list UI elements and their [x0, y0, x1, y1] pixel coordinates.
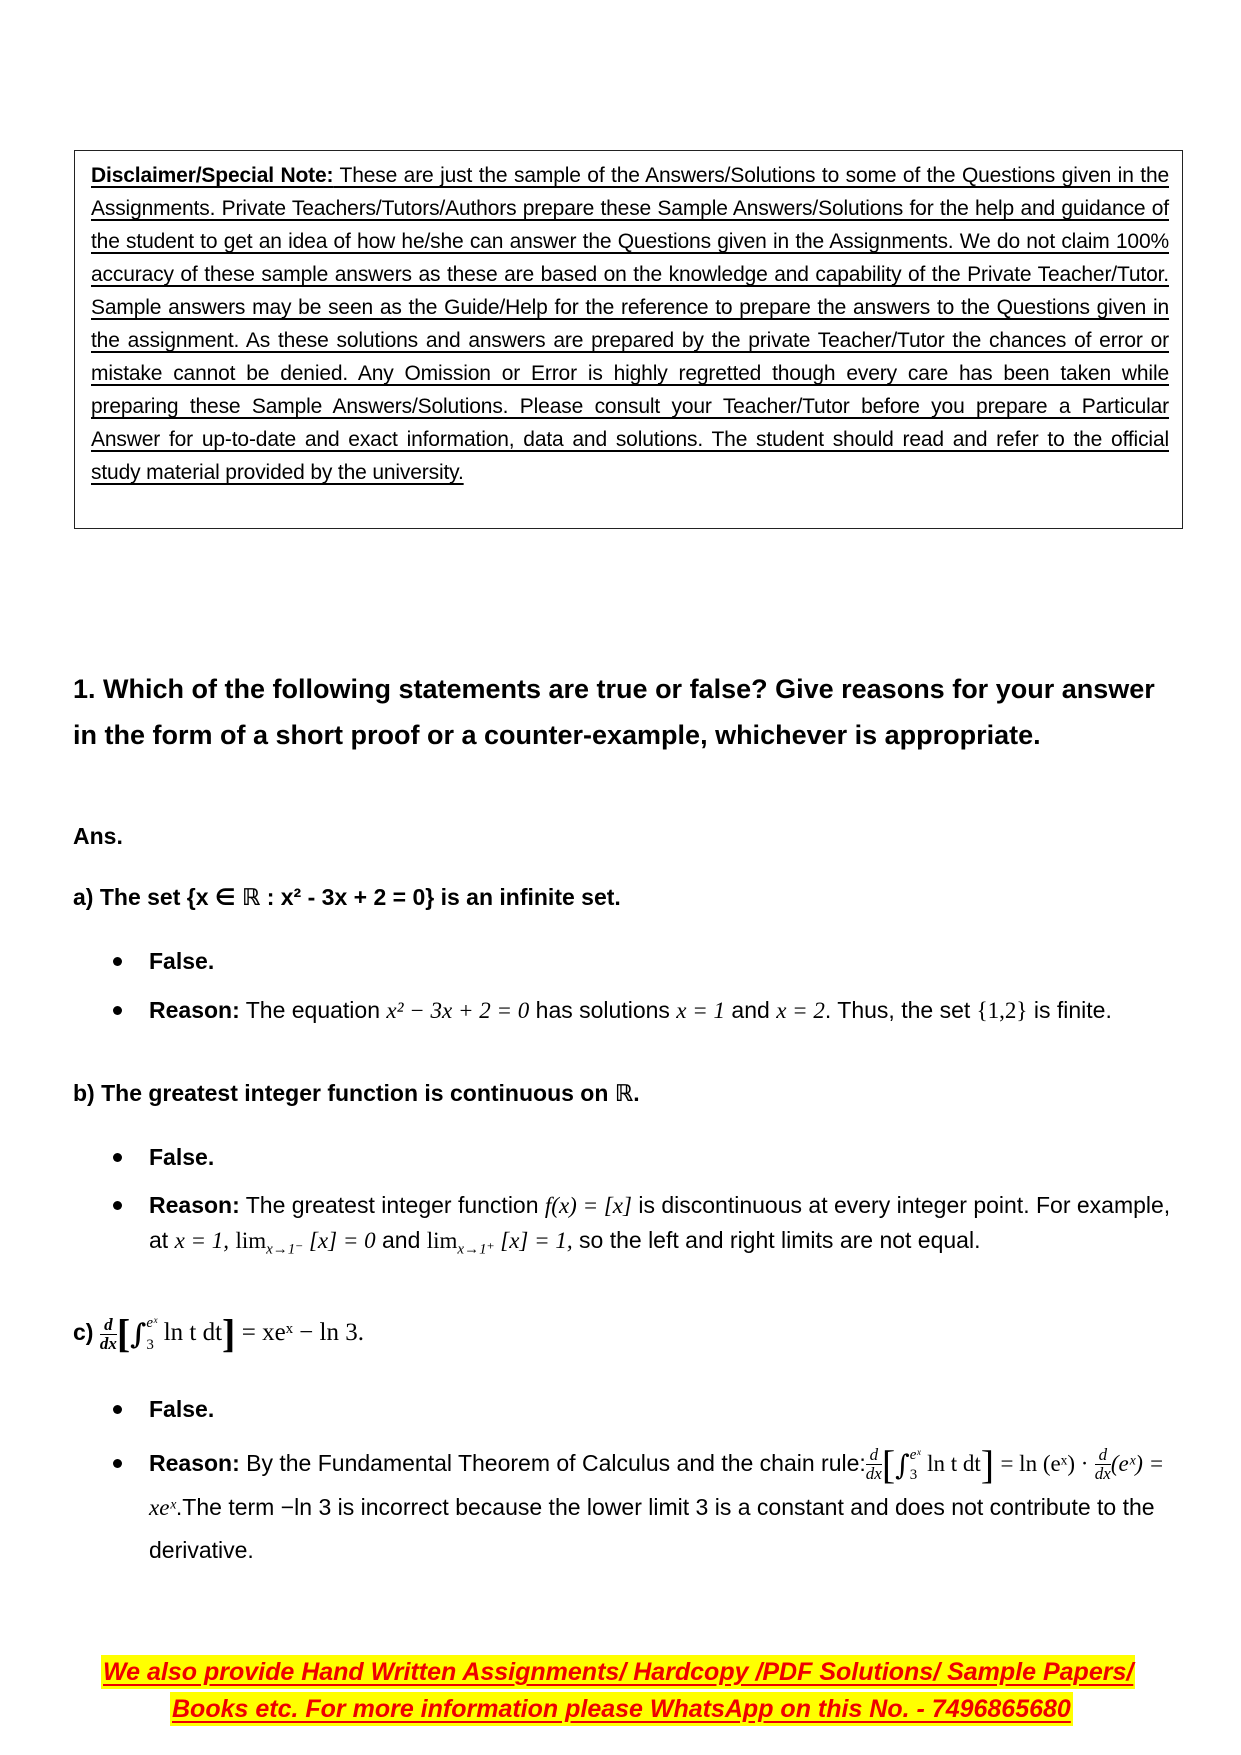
verdict-text: False. [149, 1396, 215, 1422]
part-b-verdict [113, 1140, 1183, 1175]
bullet-icon [113, 1405, 122, 1414]
part-c-verdict [113, 1392, 1183, 1427]
verdict-text: False. [149, 1144, 215, 1170]
derivative-operator [1095, 1446, 1111, 1483]
lim-right: $\lim_{x\to 1^+} [x] = 1$, [426, 1228, 573, 1258]
lim-subscript: x→1⁻ [266, 1241, 304, 1258]
integrand: ln t dt [163, 1319, 223, 1347]
integrand: ln t dt [927, 1451, 981, 1476]
math-expression: x² − 3x + 2 = 0 [386, 998, 530, 1023]
frac-numerator: d [1095, 1446, 1111, 1465]
disclaimer-box [74, 150, 1183, 529]
reason-text: The equation [239, 997, 387, 1023]
reason-text: is finite. [1027, 997, 1112, 1023]
upper-limit: eˣ [909, 1446, 921, 1463]
math-expression: x = 2 [776, 998, 825, 1023]
reason-text: By the Fundamental Theorem of Calculus and the chain rule: [239, 1450, 866, 1476]
lim-subscript: x→1⁺ [457, 1241, 495, 1258]
disclaimer-label: Disclaimer/Special Note: [91, 164, 334, 187]
footer-promo-line-1: We also provide Hand Written Assignments/ Hardcopy /PDF Solutions/ Sample Papers/ [101, 1655, 1135, 1689]
bullet-icon [113, 1201, 122, 1210]
bullet-icon [113, 957, 122, 966]
reason-text: . Thus, the set [824, 997, 977, 1023]
part-c-reason [113, 1442, 1183, 1572]
bracket-left: [ [116, 1311, 131, 1356]
bullet-icon [113, 1459, 122, 1468]
upper-limit: eˣ [146, 1315, 158, 1331]
math-expression: {1,2} [976, 998, 1028, 1023]
reason-text: and [375, 1227, 427, 1253]
bracket-left: [ [881, 1441, 896, 1487]
math-expression: (eˣ) = xeˣ [149, 1451, 1165, 1521]
part-a-reason [113, 993, 1183, 1028]
math-expression: x = 1, [174, 1228, 230, 1253]
integral-sign: ∫ [895, 1448, 910, 1482]
answer-label: Ans. [73, 823, 123, 849]
lim-left: $\lim_{x\to 1^-} [x] = 0$ [235, 1228, 376, 1258]
part-a-verdict [113, 944, 1183, 979]
disclaimer-text [91, 159, 1169, 489]
part-c-statement [73, 1312, 364, 1356]
frac-denominator: dx [1094, 1464, 1111, 1484]
verdict-text: False. [149, 948, 215, 974]
bullet-icon [113, 1153, 122, 1162]
part-b-statement: b) The greatest integer function is continuous on ℝ. [73, 1080, 640, 1106]
derivative-operator [866, 1446, 882, 1483]
reason-text: .The term −ln 3 is incorrect because the lower limit 3 is a constant and does not contribute to the derivative. [149, 1494, 1155, 1564]
lim-value: [x] = 0 [308, 1228, 376, 1253]
disclaimer-body: These are just the sample of the Answers/Solutions to some of the Questions given in the Assignments. Private Teachers/Tutors/Authors prepare these Sample Answers/Solutions for the help and guidance of the student to get an idea of how he/she can answer the Questions given in the Assignments. We do not claim 100% accuracy of these sample answers as these are based on the knowledge and capability of the Private Teacher/Tutor. Sample answers may be seen as the Guide/Help for the reference to prepare the answers to the Questions given in the assignment. As these solutions and answers are prepared by the private Teacher/Tutor the chances of error or mistake cannot be denied. Any Omission or Error is highly regretted though every care has been taken while preparing these Sample Answers/Solutions. Please consult your Teacher/Tutor before you prepare a Particular Answer for up-to-date and exact information, data and solutions. The student should read and refer to the official study material provided by the university. [91, 164, 1169, 484]
reason-text: is discontinuous at every integer point. For example, at [149, 1192, 1171, 1253]
reason-label: Reason: [149, 997, 240, 1023]
question-title: 1. Which of the following statements are true or false? Give reasons for your answer in the form of a short proof or a counter-example, whichever is appropriate. [73, 674, 1155, 750]
bracket-right: ] [222, 1311, 236, 1356]
frac-denominator: dx [865, 1464, 882, 1484]
part-a-statement: a) The set {x ∈ ℝ : x² - 3x + 2 = 0} is an infinite set. [73, 884, 621, 910]
integral-sign: ∫ [130, 1317, 147, 1351]
lower-limit: 3 [146, 1337, 154, 1353]
frac-numerator: d [866, 1446, 882, 1465]
reason-label: Reason: [149, 1192, 240, 1218]
reason-label: Reason: [149, 1450, 240, 1476]
reason-text: has solutions [529, 997, 677, 1023]
rhs-expression: = xeˣ − ln 3. [241, 1319, 364, 1347]
math-expression: = ln (eˣ) · [1000, 1451, 1089, 1476]
bracket-right: ] [980, 1441, 995, 1487]
lower-limit: 3 [909, 1466, 918, 1483]
derivative-operator [100, 1316, 117, 1353]
bullet-icon [113, 1006, 122, 1015]
part-label: c) [73, 1319, 94, 1346]
frac-numerator: d [100, 1316, 117, 1335]
reason-text: The greatest integer function [239, 1192, 545, 1218]
frac-denominator: dx [99, 1333, 117, 1353]
math-expression: x = 1 [676, 998, 726, 1023]
lim-value: [x] = 1, [500, 1228, 573, 1253]
reason-text: and [725, 997, 777, 1023]
math-expression: f(x) = [x] [544, 1193, 632, 1218]
reason-text: so the left and right limits are not equal. [572, 1227, 981, 1253]
footer-promo-line-2: Books etc. For more information please WhatsApp on this No. - 7496865680 [170, 1692, 1073, 1726]
part-b-reason [113, 1188, 1183, 1268]
